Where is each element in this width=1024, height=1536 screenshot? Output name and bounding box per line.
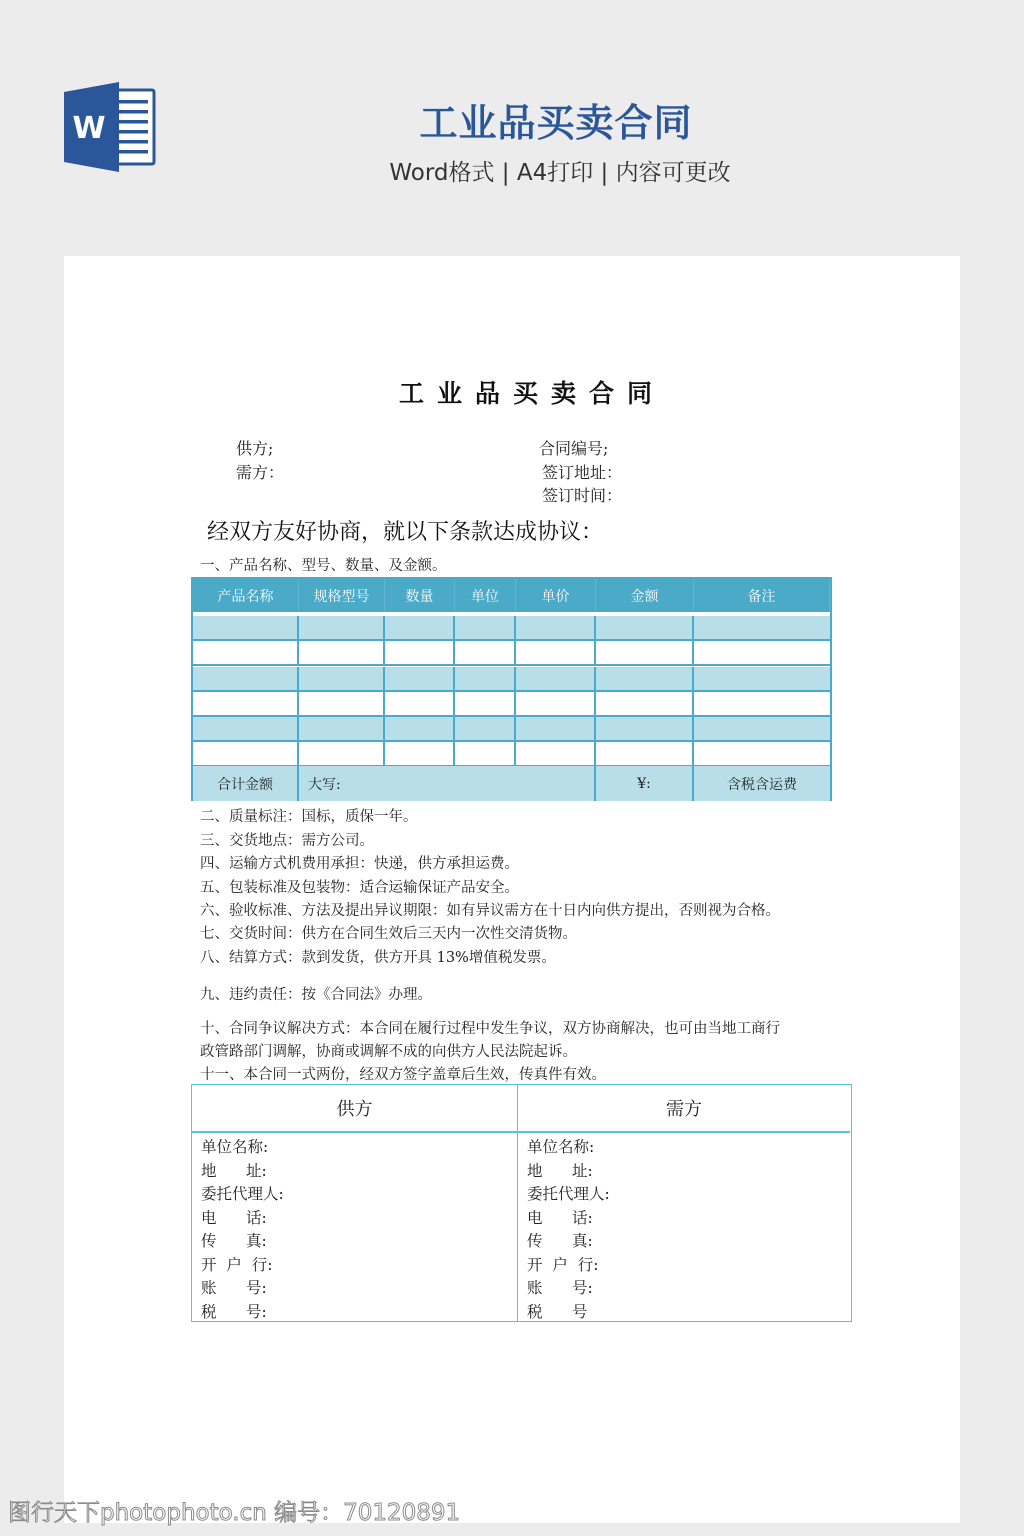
product-table-cell[interactable]	[596, 717, 694, 740]
clause-5: 五、包装标准及包装物：适合运输保证产品安全。	[200, 880, 519, 896]
supplier-field-label: 税 号:	[201, 1302, 267, 1321]
watermark: 图行天下photophoto.cn 编号：70120891	[8, 1500, 461, 1526]
document-page	[64, 256, 960, 1523]
supplier-field-label: 开 户 行:	[201, 1255, 273, 1274]
supplier-column	[192, 1085, 518, 1321]
column-header: 单位	[455, 579, 516, 612]
buyer-field-label: 单位名称:	[527, 1138, 595, 1156]
supplier-field-label: 单位名称:	[201, 1138, 269, 1156]
product-table-row	[193, 717, 830, 742]
product-table-cell[interactable]	[455, 667, 516, 690]
product-table-cell[interactable]	[385, 692, 455, 715]
product-table-cell[interactable]	[385, 616, 455, 639]
product-table-cell[interactable]	[596, 692, 694, 715]
buyer-field-label: 委托代理人:	[527, 1185, 610, 1203]
clause-7: 七、交货时间：供方在合同生效后三天内一次性交清货物。	[200, 926, 577, 942]
clause-6: 六、验收标准、方法及提出异议期限：如有异议需方在十日内向供方提出，否则视为合格。	[200, 903, 780, 919]
buyer-field-label: 税 号	[527, 1302, 588, 1321]
supplier-field-label: 传 真:	[201, 1232, 267, 1250]
supplier-heading: 供方	[192, 1085, 517, 1133]
intro-text: 经双方友好协商，就以下条款达成协议：	[207, 520, 604, 545]
product-table-cell[interactable]	[516, 641, 596, 664]
product-table-cell[interactable]	[385, 742, 455, 765]
clause-3: 三、交货地点：需方公司。	[200, 833, 374, 849]
product-table-cell[interactable]	[516, 717, 596, 740]
product-table-cell[interactable]	[193, 616, 299, 639]
product-table-cell[interactable]	[694, 742, 830, 765]
signing-address-label: 签订地址：	[542, 463, 623, 482]
word-document-icon	[64, 82, 156, 172]
product-table-row	[193, 742, 830, 767]
product-table-cell[interactable]	[193, 641, 299, 664]
clause-2: 二、质量标注：国标，质保一年。	[200, 809, 418, 825]
total-note: 含税含运费	[727, 776, 797, 793]
total-yen-field[interactable]: ¥:	[596, 766, 694, 801]
product-table-row	[193, 667, 830, 692]
column-header: 单价	[516, 579, 596, 612]
product-table-cell[interactable]	[455, 616, 516, 639]
clause-8: 八、结算方式：款到发货，供方开具 13%增值税发票。	[200, 950, 556, 966]
total-label: 合计金额	[193, 766, 299, 801]
product-table-cell[interactable]	[299, 616, 385, 639]
product-table-cell[interactable]	[193, 717, 299, 740]
clause-10-line-2: 政管路部门调解，协商或调解不成的向供方人民法院起诉。	[200, 1044, 577, 1060]
clause-1: 一、产品名称、型号、数量、及金额。	[200, 558, 447, 574]
column-header: 规格型号	[299, 579, 385, 612]
buyer-heading: 需方	[518, 1085, 850, 1133]
supplier-field-label: 委托代理人:	[201, 1185, 284, 1203]
product-table-cell[interactable]	[694, 616, 830, 639]
total-uppercase-field[interactable]: 大写:	[299, 766, 596, 801]
column-header: 金额	[596, 579, 694, 612]
supplier-field-label: 地 址:	[201, 1161, 267, 1180]
product-table-row	[193, 616, 830, 641]
product-table-cell[interactable]	[193, 667, 299, 690]
product-table-cell[interactable]	[694, 717, 830, 740]
product-table	[191, 577, 832, 801]
clause-11: 十一、本合同一式两份，经双方签字盖章后生效，传真件有效。	[200, 1067, 606, 1083]
signature-table	[191, 1084, 852, 1322]
column-header: 产品名称	[193, 579, 299, 612]
product-table-cell[interactable]	[455, 692, 516, 715]
buyer-field-label: 账 号:	[527, 1279, 593, 1297]
buyer-field-label: 传 真:	[527, 1232, 593, 1250]
banner-subtitle: Word格式 | A4打印 | 内容可更改	[389, 160, 731, 186]
clause-4: 四、运输方式机费用承担：快递，供方承担运费。	[200, 856, 519, 872]
product-table-cell[interactable]	[516, 667, 596, 690]
product-table-cell[interactable]	[455, 742, 516, 765]
contract-number-label: 合同编号;	[539, 439, 609, 458]
signing-time-label: 签订时间：	[542, 486, 623, 505]
product-table-cell[interactable]	[694, 667, 830, 690]
product-table-total-row	[193, 766, 830, 801]
product-table-row	[193, 692, 830, 717]
product-table-cell[interactable]	[516, 616, 596, 639]
product-table-cell[interactable]	[299, 692, 385, 715]
supplier-label: 供方;	[236, 439, 274, 458]
column-header: 备注	[694, 579, 830, 612]
buyer-field-label: 地 址:	[527, 1161, 593, 1180]
product-table-cell[interactable]	[455, 717, 516, 740]
supplier-field-label: 电 话:	[201, 1208, 267, 1227]
product-table-cell[interactable]	[299, 742, 385, 765]
buyer-column	[518, 1085, 850, 1321]
product-table-cell[interactable]	[193, 742, 299, 765]
product-table-cell[interactable]	[596, 742, 694, 765]
buyer-field-label: 电 话:	[527, 1208, 593, 1227]
clause-10-line-1: 十、合同争议解决方式：本合同在履行过程中发生争议，双方协商解决，也可由当地工商行	[200, 1021, 780, 1037]
clause-9: 九、违约责任：按《合同法》办理。	[200, 987, 432, 1003]
product-table-cell[interactable]	[299, 667, 385, 690]
product-table-header	[193, 579, 830, 612]
word-icon-letter: W	[72, 111, 106, 146]
product-table-cell[interactable]	[299, 717, 385, 740]
product-table-cell[interactable]	[455, 641, 516, 664]
supplier-field-label: 账 号:	[201, 1279, 267, 1297]
buyer-field-label: 开 户 行:	[527, 1255, 599, 1274]
document-title: 工业品买卖合同	[398, 379, 665, 408]
product-table-cell[interactable]	[516, 692, 596, 715]
product-table-cell[interactable]	[596, 667, 694, 690]
product-table-cell[interactable]	[596, 641, 694, 664]
buyer-label: 需方：	[236, 463, 285, 482]
product-table-cell[interactable]	[385, 641, 455, 664]
column-header: 数量	[385, 579, 455, 612]
product-table-cell[interactable]	[299, 641, 385, 664]
product-table-cell[interactable]	[596, 616, 694, 639]
banner-title: 工业品买卖合同	[419, 101, 693, 145]
product-table-row	[193, 641, 830, 666]
product-table-cell[interactable]	[516, 742, 596, 765]
product-table-cell[interactable]	[694, 692, 830, 715]
product-table-cell[interactable]	[385, 717, 455, 740]
product-table-cell[interactable]	[694, 641, 830, 664]
product-table-cell[interactable]	[385, 667, 455, 690]
product-table-cell[interactable]	[193, 692, 299, 715]
